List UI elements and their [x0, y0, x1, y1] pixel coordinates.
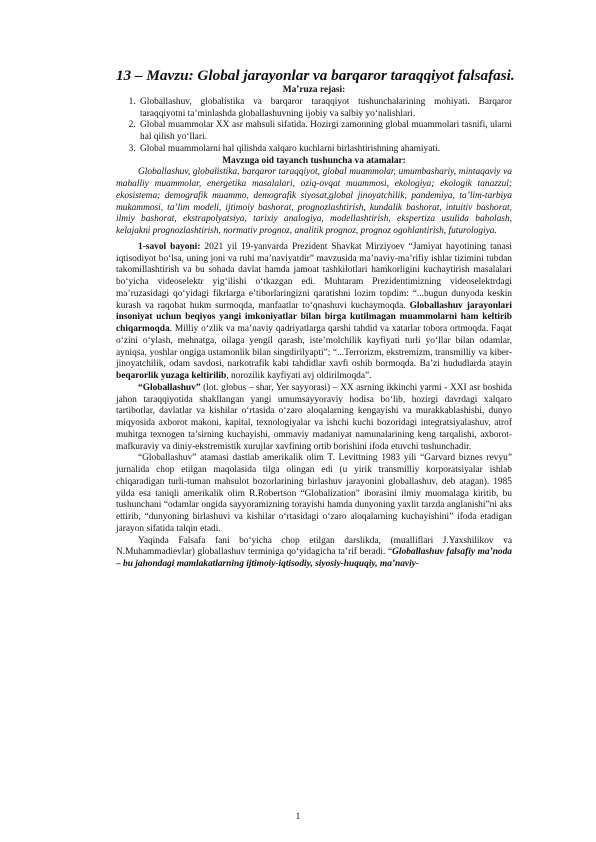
text-run: 2021 yil 19-yanvarda Prezident Shavkat Mirziyoev “Jamiyat hayotining tanasi iqtisodiyot bo‘lsa, uning joni va ruhi ma’naviyatdir” mavzusida ma’naviy-ma’rifiy ishlar tizimini tubdan takomillashtirish va bu sohada davlat hamda jamoat tashkilotlari hamkorligini kuchaytirish masalalari bo‘yicha videoselektr yig‘ilishi o‘tkazgan edi. Muhtaram Prezidentimizning videoselektrdagi ma’ruzasidagi qo‘yidagi fikrlarga e’tiborlaringizni qaratishni lozim topdim: “...bugun dunyoda keskin kurash va raqobat hukm surmoqda, manfaatlar to‘qnashuvi kuchaymoqda.	[116, 241, 513, 311]
keywords-heading: Mavzuga oid tayanch tushuncha va atamalar:	[222, 155, 406, 166]
paragraph-globalization-definition	[116, 383, 512, 454]
bold-run: beqarorlik yuzaga keltirilib	[116, 371, 227, 381]
page-number: 1	[295, 812, 301, 822]
plan-item: 2. Global muammolar XX asr mahsuli sifatida. Hozirgi zamonning global muammolari tasnifi, ularni hal qilish yo‘llari.	[138, 120, 512, 144]
keywords-paragraph: Globallashuv, globalistika, barqaror taraqqiyot, global muammolar, umumbashariy, mintaqaviy va mahalliy muammolar, energetika masalalari, oziq-ovqat muammosi, ekologiya; ekologik tanazzul; ekosistema; demografik muammo, demografik siyosat,global jinoyatchilik, pandemiya, ta’lim-tarbiya mukammosi, ta’lim modeli, ijtimoiy bashorat, prognozlashtirish, kundalik bashorat, intuitiv bashorat, ilmiy bashorat, ekstrapolyatsiya, tarixiy analogiya, modellashtirish, ekspertiza usulida baholash, kelajakni prognozlashtirish, normativ prognoz, analitik prognoz, prognoz ogohlantirish, futurologiya.	[116, 167, 512, 236]
paragraph-term-history: “Globallashuv” atamasi dastlab amerikalik olim T. Levittning 1983 yili “Garvard biznes revyu” jurnalida chop etilgan maqolasida tilga olingan edi (u yirik transmilliy korporatsiyalar ishlab chiqaradigan turli-tuman mahsulot bozorlarining birlashuv jarayonini globallashuv, deb atagan). 1985 yilda esa taniqli amerikalik olim R.Robertson “Globalization” iborasini ilmiy muomalaga kiritib, bu tushunchani “odamlar ongida sayyoramizning torayishi hamda dunyoning yaxlit tarzda anglanishi”ni aks ettirib, “dunyoning birlashuvi va kishilar o‘rtasidagi o‘zaro aloqalarning kuchayishini” ifoda etadigan jarayon sifatida talqin etadi.	[116, 453, 512, 534]
plan-heading: Ma’ruza rejasi:	[282, 85, 346, 95]
plan-item: 3. Global muammolarni hal qilishda xalqaro kuchlarni birlashtirishning ahamiyati.	[138, 144, 512, 156]
bold-run: Globallashuv jarayonlari insoniyat uchun beqiyos yangi imkoniyatlar bilan birga kutilmagan muammolarni ham keltirib chiqarmoqda	[116, 300, 513, 334]
lecture-plan-list	[116, 97, 512, 156]
text-run: , norozilik kayfiyati avj oldirilmoqda”.	[226, 371, 372, 381]
plan-item: 1. Globallashuv, globalistika va barqaror taraqqiyot tushunchalarining mohiyati. Barqaror taraqqiyotni ta’minlashda globallashuvning ijobiy va salbiy yo‘nalishlari.	[138, 97, 512, 121]
question-lead: 1-savol bayoni:	[138, 241, 201, 252]
text-run: . Milliy o‘zlik va ma’naviy qadriyatlarga qarshi tahdid va xatarlar tobora ortmoqda. Faqat o‘zini o‘ylash, mehnatga, oilaga yengil qarash, iste’molchilik kayfiyati turli yo‘llar bilan odamlar, ayniqsa, yoshlar ongiga ustamonlik bilan singdirilyapti”; “...Terrorizm, ekstremizm, transmilliy va kiber-jinoyatchilik, odam savdosi, narkotrafik kabi tahdidlar xavfi oshib bormoqda. Ba’zi hududlarda atayin	[116, 324, 512, 370]
text-run: (lot. globus – shar, Yer sayyorasi) – XX asrning ikkinchi yarmi - XXI asr boshida jahon taraqqiyotida shakllangan yangi umumsayyoraviy hodisa bo‘lib, hozirgi davrdagi xalqaro tartibotlar, davlatlar va kishilar o‘rtasida o‘zaro aloqalarning kengayishi va murakkablashishi, dunyo miqyosida axborot makoni, kapital, texnologiyalar va ishchi kuchi bozoridagi integratsiyalashuv, atrof muhitga texnogen ta’sirning kuchayishi, ommaviy madaniyat namunalarining keng tarqalishi, axborot-mafkuraviy va diniy-ekstremistik xurujlar xavfining ortib borishini ifoda etuvchi tushunchadir.	[116, 382, 512, 452]
term-lead: “Globallashuv”	[138, 382, 201, 393]
text-run: Yaqinda Falsafa fani bo‘yicha chop etilgan darslikda, (mualliflari J.Yaxshilikov va N.Muhammadievlar) globallashuv terminiga qo‘yidagicha ta’rif beradi. “	[116, 535, 512, 558]
paragraph-question-1	[116, 242, 512, 383]
document-body	[116, 66, 515, 571]
page-title: 13 – Mavzu: Global jarayonlar va barqaror taraqqiyot falsafasi.	[116, 67, 515, 84]
paragraph-textbook-definition	[116, 536, 512, 571]
bold-italic-run: Globallashuv falsafiy ma’noda – bu jahondagi mamlakatlarning ijtimoiy-iqtisodiy, siyosiy-huquqiy, ma’naviy-	[116, 547, 512, 569]
